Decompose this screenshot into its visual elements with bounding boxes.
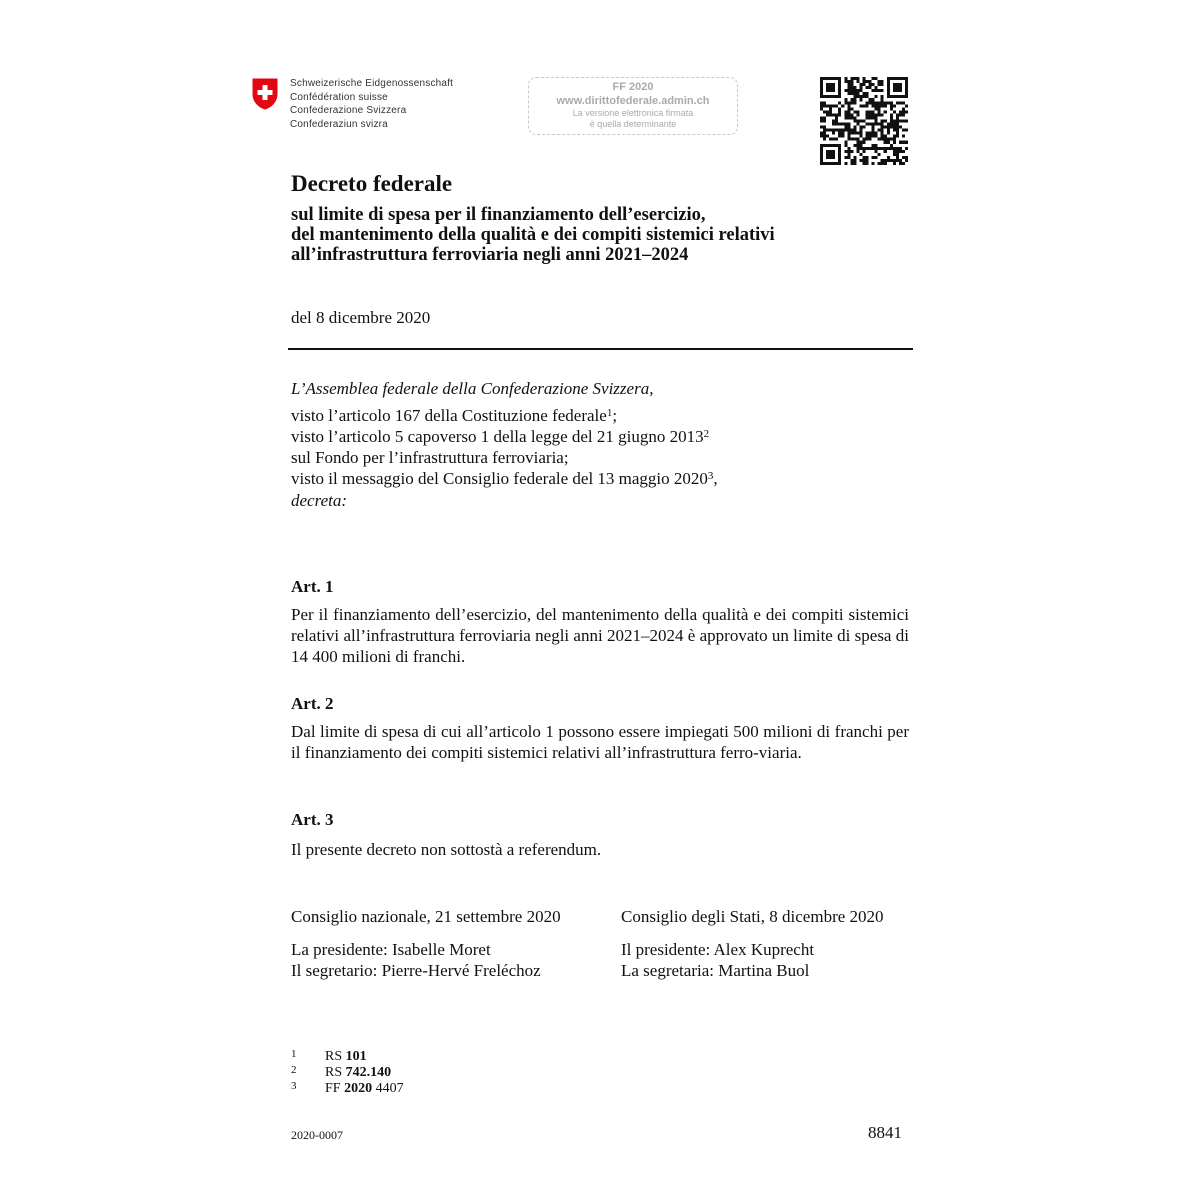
page-title: Decreto federale	[291, 171, 453, 196]
signature-chamber-left: Consiglio nazionale, 21 settembre 2020	[291, 907, 561, 926]
signature-secretary-left: Il segretario: Pierre-Hervé Freléchoz	[291, 961, 541, 980]
signature-president-left: La presidente: Isabelle Moret	[291, 940, 491, 959]
preamble-assembly: L’Assemblea federale della Confederazione Svizzera,	[291, 379, 654, 398]
article-text: Il presente decreto non sottostà a referendum.	[291, 840, 602, 859]
ff-stamp-line1: FF 2020	[612, 81, 654, 93]
qr-code-icon	[820, 77, 908, 165]
subtitle-line: sul limite di spesa per il finanziamento dell’esercizio,	[291, 205, 706, 225]
confederation-name-de: Schweizerische Eidgenossenschaft	[290, 78, 454, 89]
footnote-ref[interactable]: 2	[703, 428, 710, 440]
decree-date: del 8 dicembre 2020	[291, 308, 431, 327]
preamble-line: visto il messaggio del Consiglio federale del 13 maggio 2020$^3$,	[291, 469, 718, 488]
ff-stamp	[528, 77, 738, 135]
preamble-line: visto l’articolo 167 della Costituzione federale$^1$;	[291, 406, 618, 425]
article-title: Art. 1	[291, 577, 334, 596]
divider	[288, 348, 913, 350]
subtitle-line: del mantenimento della qualità e dei compiti sistemici relativi	[291, 225, 775, 245]
subtitle-line: all’infrastruttura ferroviaria negli anni 2021–2024	[291, 245, 689, 265]
signature-secretary-right: La segretaria: Martina Buol	[621, 961, 810, 980]
signature-president-right: Il presidente: Alex Kuprecht	[621, 940, 815, 959]
confederation-names	[290, 77, 453, 131]
preamble-line: sul Fondo per l’infrastruttura ferroviaria;	[291, 448, 569, 467]
swiss-cross-icon	[252, 78, 278, 110]
confederation-name-fr: Confédération suisse	[290, 91, 388, 103]
footnote: 2 RS 742.140	[291, 1064, 392, 1080]
footnote: 3 FF 2020 4407	[291, 1080, 404, 1096]
article-title: Art. 2	[291, 694, 334, 713]
ff-stamp-url[interactable]: www.dirittofederale.admin.ch	[556, 95, 710, 107]
article-title: Art. 3	[291, 810, 334, 829]
footnote-ref[interactable]: 1	[606, 407, 613, 419]
article-text: Dal limite di spesa di cui all’articolo 1 possono essere impiegati 500 milioni di franchi per il finanziamento dei compiti sistemici relativi all’infrastruttura ferro-viaria.	[291, 722, 909, 762]
document-number: 2020-0007	[291, 1128, 343, 1142]
preamble	[291, 405, 718, 489]
footnote-ref[interactable]: 3	[707, 470, 714, 482]
confederation-name-it: Confederazione Svizzera	[290, 105, 407, 116]
footnote: 1 RS 101	[291, 1048, 367, 1064]
ff-stamp-line4: è quella determinante	[589, 119, 677, 129]
confederation-name-rm: Confederaziun svizra	[290, 118, 388, 130]
ff-stamp-line3: La versione elettronica firmata	[572, 108, 694, 118]
page-subtitle	[291, 205, 775, 265]
page-number: 8841	[868, 1123, 902, 1142]
article-text: Per il finanziamento dell’esercizio, del mantenimento della qualità e dei compiti sistemici relativi all’infrastruttura ferroviaria negli anni 2021–2024 è approvato un limite di spesa di 14 400 milioni di franchi.	[291, 605, 909, 666]
preamble-decreta: decreta:	[291, 491, 348, 510]
signature-chamber-right: Consiglio degli Stati, 8 dicembre 2020	[621, 907, 884, 926]
preamble-line: visto l’articolo 5 capoverso 1 della legge del 21 giugno 2013$^2$	[291, 427, 710, 446]
